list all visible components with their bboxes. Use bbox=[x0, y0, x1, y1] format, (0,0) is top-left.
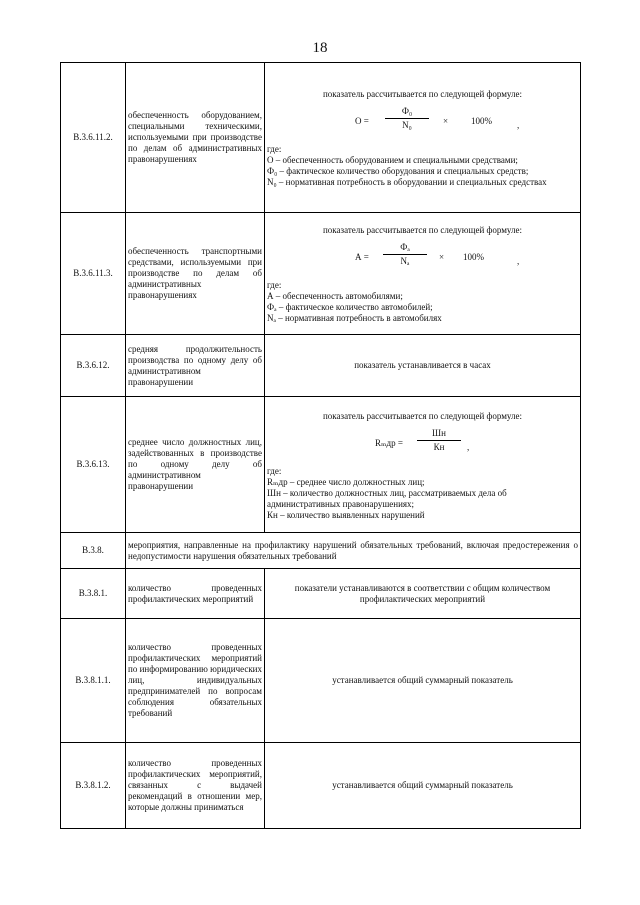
row-content bbox=[265, 213, 581, 335]
table-row bbox=[61, 569, 581, 619]
table-row bbox=[61, 743, 581, 829]
row-code: В.3.8.1.2. bbox=[61, 743, 126, 829]
row-description: среднее число должностных лиц, задействованных в производстве по одному делу об административном правонарушении bbox=[126, 397, 265, 533]
row-code: В.3.6.11.3. bbox=[61, 213, 126, 335]
legend-line: Фₐ – фактическое количество автомобилей; bbox=[267, 302, 433, 312]
row-description: количество проведенных профилактических мероприятий, связанных с выдачей рекомендаций в отношении мер, которые должны приниматься bbox=[126, 743, 265, 829]
legend-line: где: bbox=[267, 465, 282, 476]
formula-legend bbox=[267, 466, 578, 521]
row-description: количество проведенных профилактических мероприятий bbox=[126, 569, 265, 619]
formula bbox=[267, 428, 578, 462]
formula-denominator: Nₐ bbox=[400, 256, 410, 266]
row-merged-description: мероприятия, направленные на профилактику нарушений обязательных требований, включая предостережения о недопустимости нарушения обязательных требований bbox=[126, 533, 581, 569]
table-row bbox=[61, 213, 581, 335]
row-description: количество проведенных профилактических мероприятий по информированию юридических лиц, индивидуальных предпринимателей по вопросам соблюдения обязательных требований bbox=[126, 619, 265, 743]
row-description: обеспеченность оборудованием, специальными техническими, используемыми при производстве по делам об административных правонарушениях bbox=[126, 63, 265, 213]
row-code: В.3.6.12. bbox=[61, 335, 126, 397]
formula-legend bbox=[267, 280, 578, 324]
formula-numerator: Фₐ bbox=[383, 242, 427, 255]
row-content: показатели устанавливаются в соответствии с общим количеством профилактических мероприятий bbox=[265, 569, 581, 619]
formula-denominator: N₀ bbox=[402, 120, 412, 130]
row-code: В.3.8. bbox=[61, 533, 126, 569]
formula bbox=[267, 106, 578, 140]
formula-lhs: Rₘдр = bbox=[375, 437, 403, 448]
row-description: обеспеченность транспортными средствами, используемыми при производстве по делам об административных правонарушениях bbox=[126, 213, 265, 335]
formula-times: × bbox=[439, 252, 445, 262]
formula-fraction bbox=[383, 242, 427, 267]
row-content: показатель устанавливается в часах bbox=[265, 335, 581, 397]
formula-comma: , bbox=[467, 441, 470, 452]
legend-line: Ф₀ – фактическое количество оборудования и специальных средств; bbox=[267, 166, 529, 176]
table-row bbox=[61, 397, 581, 533]
legend-line: А – обеспеченность автомобилями; bbox=[267, 291, 403, 301]
row-content: устанавливается общий суммарный показатель bbox=[265, 619, 581, 743]
table-row bbox=[61, 335, 581, 397]
formula-fraction bbox=[385, 106, 429, 131]
legend-line: Rₘдр – среднее число должностных лиц; bbox=[267, 476, 425, 487]
formula-lhs: О = bbox=[355, 116, 369, 126]
row-description: средняя продолжительность производства по одному делу об административном правонарушении bbox=[126, 335, 265, 397]
table-row bbox=[61, 533, 581, 569]
legend-line: Nₐ – нормативная потребность в автомобилях bbox=[267, 313, 442, 323]
table-row bbox=[61, 619, 581, 743]
legend-line: Шн – количество должностных лиц, рассматриваемых дела об административных правонарушениях; bbox=[267, 487, 507, 509]
formula-legend bbox=[267, 144, 578, 188]
row-code: В.3.8.1.1. bbox=[61, 619, 126, 743]
formula-lead: показатель рассчитывается по следующей формуле: bbox=[322, 225, 522, 235]
formula-denominator: Кн bbox=[433, 441, 445, 452]
row-content: устанавливается общий суммарный показатель bbox=[265, 743, 581, 829]
formula-numerator: Ф₀ bbox=[385, 106, 429, 119]
row-content bbox=[265, 397, 581, 533]
formula bbox=[267, 242, 578, 276]
formula-times: × bbox=[443, 116, 449, 126]
row-code: В.3.6.13. bbox=[61, 397, 126, 533]
legend-line: N₀ – нормативная потребность в оборудовании и специальных средствах bbox=[267, 177, 547, 187]
formula-comma: , bbox=[517, 256, 520, 266]
formula-lead: показатель рассчитывается по следующей формуле: bbox=[322, 89, 522, 99]
indicators-table bbox=[60, 62, 581, 829]
page-number: 18 bbox=[312, 40, 328, 56]
formula-lead: показатель рассчитывается по следующей формуле: bbox=[322, 410, 522, 421]
formula-fraction bbox=[417, 428, 461, 453]
formula-lhs: А = bbox=[355, 252, 369, 262]
legend-line: Кн – количество выявленных нарушений bbox=[267, 509, 425, 520]
row-code: В.3.6.11.2. bbox=[61, 63, 126, 213]
legend-line: О – обеспеченность оборудованием и специальными средствами; bbox=[267, 155, 518, 165]
formula-comma: , bbox=[517, 120, 520, 130]
formula-percent: 100% bbox=[463, 252, 484, 262]
legend-line: где: bbox=[267, 280, 282, 290]
formula-percent: 100% bbox=[471, 116, 492, 126]
row-code: В.3.8.1. bbox=[61, 569, 126, 619]
row-content bbox=[265, 63, 581, 213]
legend-line: где: bbox=[267, 144, 282, 154]
formula-numerator: Шн bbox=[417, 428, 461, 441]
table-row bbox=[61, 63, 581, 213]
